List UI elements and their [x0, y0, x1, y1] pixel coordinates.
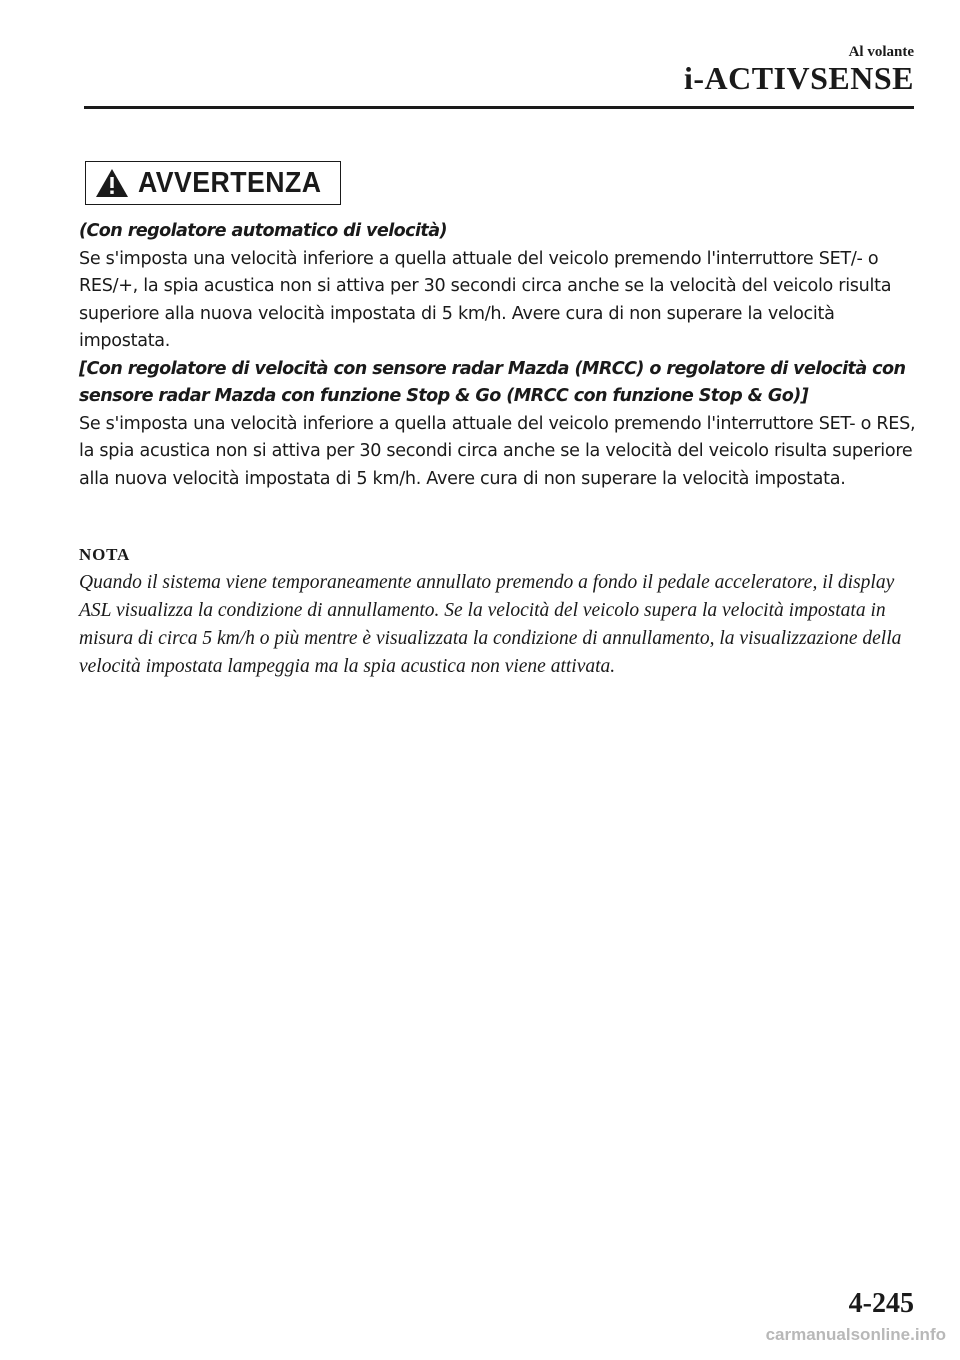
page-number: 4-245: [848, 1288, 914, 1319]
warning-condition-1: (Con regolatore automatico di velocità): [79, 221, 447, 241]
warning-body: [79, 218, 919, 493]
warning-label: AVVERTENZA: [138, 166, 322, 199]
section-name: Al volante: [848, 44, 914, 60]
warning-text-1: Se s'imposta una velocità inferiore a quella attuale del veicolo premendo l'interruttore SET/- o RES/+, la spia acustica non si attiva per 30 secondi circa anche se la velocità del veicolo risulta superiore alla nuova velocità impostata di 5 km/h. Avere cura di non superare la velocità impostata.: [79, 248, 892, 351]
header-divider: [84, 106, 914, 109]
note-text: Quando il sistema viene temporaneamente annullato premendo a fondo il pedale acceleratore, il display ASL visualizza la condizione di annullamento. Se la velocità del veicolo supera la velocità impostata in misura di circa 5 km/h o più mentre è visualizzata la condizione di annullamento, la visualizzazione della velocità impostata lampeggia ma la spia acustica non viene attivata.: [79, 572, 902, 677]
warning-text-2: Se s'imposta una velocità inferiore a quella attuale del veicolo premendo l'interruttore SET- o RES, la spia acustica non si attiva per 30 secondi circa anche se la velocità del veicolo risulta superiore alla nuova velocità impostata di 5 km/h. Avere cura di non superare la velocità impostata.: [79, 413, 916, 489]
warning-triangle-icon: [94, 167, 130, 199]
warning-heading-box: [85, 161, 341, 205]
watermark: carmanualsonline.info: [765, 1325, 946, 1344]
chapter-title: i-ACTIVSENSE: [683, 60, 914, 96]
warning-condition-2: [Con regolatore di velocità con sensore radar Mazda (MRCC) o regolatore di velocità con sensore radar Mazda con funzione Stop & Go (MRCC con funzione Stop & Go)]: [79, 358, 906, 406]
note-title: NOTA: [79, 545, 131, 564]
note-section: [79, 541, 919, 681]
